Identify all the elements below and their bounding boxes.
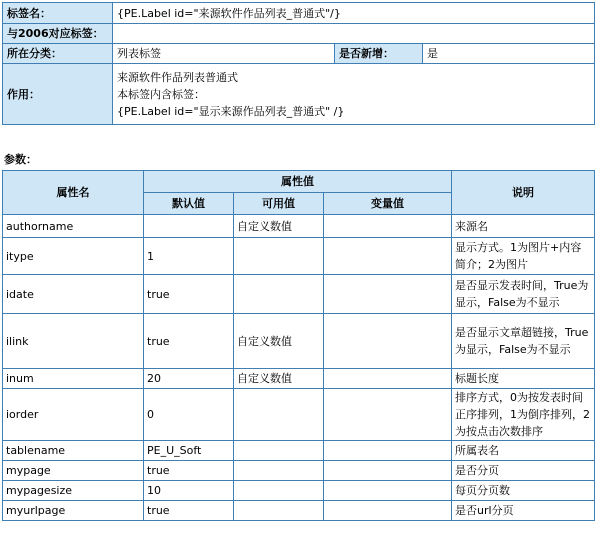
- tag-name-label: 标签名：: [3, 3, 113, 24]
- purpose-line: {PE.Label id="显示来源作品列表_普通式" /}: [117, 104, 345, 118]
- compat-label: 与2006对应标签：: [3, 24, 113, 44]
- table-row: [3, 275, 595, 314]
- param-name: inum: [3, 369, 144, 389]
- param-name: myurlpage: [3, 501, 144, 521]
- param-default: true: [144, 275, 234, 314]
- param-available: 自定义数值: [234, 369, 324, 389]
- compat-value: [113, 24, 595, 44]
- param-name: mypage: [3, 461, 144, 481]
- header-available: 可用值: [234, 193, 324, 215]
- param-name: idate: [3, 275, 144, 314]
- table-row: [3, 481, 595, 501]
- tag-name-value: {PE.Label id="来源软件作品列表_普通式"/}: [113, 3, 595, 24]
- param-name: itype: [3, 238, 144, 275]
- param-desc: 排序方式，0为按发表时间正序排列，1为倒序排列，2为按点击次数排序: [452, 389, 595, 441]
- table-row: [3, 501, 595, 521]
- table-row: [3, 369, 595, 389]
- header-desc: 说明: [452, 171, 595, 215]
- header-variable: 变量值: [324, 193, 452, 215]
- param-variable: [324, 238, 452, 275]
- param-variable: [324, 215, 452, 238]
- param-default: [144, 215, 234, 238]
- param-available: [234, 481, 324, 501]
- param-default: 0: [144, 389, 234, 441]
- param-default: 20: [144, 369, 234, 389]
- params-table: [2, 170, 595, 521]
- purpose-value: [113, 64, 595, 125]
- purpose-line: 来源软件作品列表普通式: [117, 70, 238, 84]
- param-name: tablename: [3, 441, 144, 461]
- purpose-label: 作用：: [3, 64, 113, 125]
- param-desc: 是否url分页: [452, 501, 595, 521]
- table-row: [3, 389, 595, 441]
- param-desc: 每页分页数: [452, 481, 595, 501]
- category-label: 所在分类：: [3, 44, 113, 64]
- category-value: 列表标签: [113, 44, 335, 64]
- is-new-value: 是: [423, 44, 595, 64]
- param-desc: 是否显示文章超链接，True为显示，False为不显示: [452, 314, 595, 369]
- param-name: ilink: [3, 314, 144, 369]
- param-default: PE_U_Soft: [144, 441, 234, 461]
- table-row: [3, 215, 595, 238]
- table-row: [3, 314, 595, 369]
- param-desc: 是否分页: [452, 461, 595, 481]
- purpose-line: 本标签内含标签：: [117, 87, 205, 101]
- param-name: iorder: [3, 389, 144, 441]
- param-default: true: [144, 461, 234, 481]
- header-value-group: 属性值: [144, 171, 452, 193]
- param-available: [234, 238, 324, 275]
- param-available: [234, 389, 324, 441]
- header-name: 属性名: [3, 171, 144, 215]
- param-default: 10: [144, 481, 234, 501]
- param-variable: [324, 481, 452, 501]
- param-desc: 是否显示发表时间，True为显示，False为不显示: [452, 275, 595, 314]
- param-variable: [324, 501, 452, 521]
- param-available: [234, 275, 324, 314]
- param-default: 1: [144, 238, 234, 275]
- param-variable: [324, 275, 452, 314]
- param-variable: [324, 314, 452, 369]
- param-variable: [324, 369, 452, 389]
- param-default: true: [144, 501, 234, 521]
- param-variable: [324, 461, 452, 481]
- param-available: [234, 501, 324, 521]
- header-default: 默认值: [144, 193, 234, 215]
- param-available: 自定义数值: [234, 314, 324, 369]
- param-desc: 标题长度: [452, 369, 595, 389]
- param-available: [234, 461, 324, 481]
- table-row: [3, 441, 595, 461]
- param-available: [234, 441, 324, 461]
- param-desc: 显示方式。1为图片+内容简介；2为图片: [452, 238, 595, 275]
- param-desc: 所属表名: [452, 441, 595, 461]
- table-row: [3, 238, 595, 275]
- is-new-label: 是否新增：: [335, 44, 423, 64]
- param-name: mypagesize: [3, 481, 144, 501]
- param-name: authorname: [3, 215, 144, 238]
- param-variable: [324, 389, 452, 441]
- param-default: true: [144, 314, 234, 369]
- params-title: 参数：: [4, 153, 37, 166]
- tag-info-table: [2, 2, 595, 125]
- param-variable: [324, 441, 452, 461]
- table-row: [3, 461, 595, 481]
- param-available: 自定义数值: [234, 215, 324, 238]
- param-desc: 来源名: [452, 215, 595, 238]
- param-rows: [3, 215, 595, 521]
